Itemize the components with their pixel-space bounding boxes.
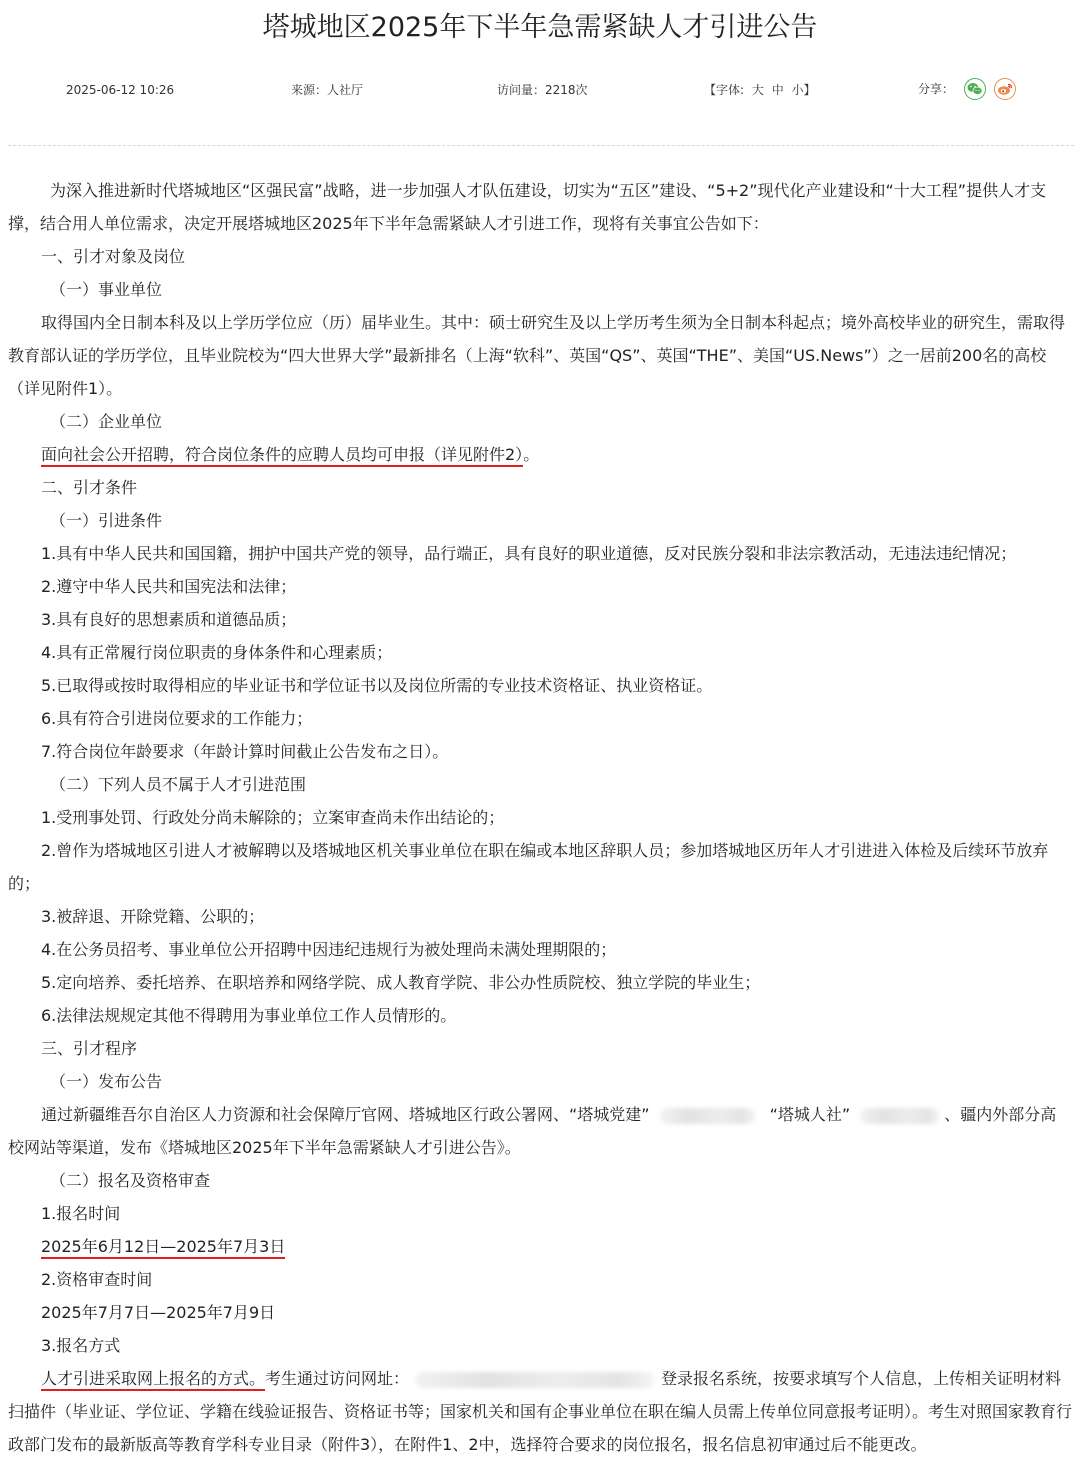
redacted-url	[415, 1372, 655, 1388]
list-item: 1.具有中华人民共和国国籍，拥护中国共产党的领导，品行端正，具有良好的职业道德，反对民族分裂和非法宗教活动，无违法违纪情况；	[41, 544, 1017, 563]
article-body	[8, 174, 1072, 1461]
subsection-heading: （二）报名及资格审查	[50, 1171, 211, 1190]
highlighted-text: 人才引进采取网上报名的方式。	[41, 1369, 265, 1391]
paragraph: 2025年7月7日—2025年7月9日	[41, 1303, 276, 1322]
list-item: 2.资格审查时间	[41, 1270, 153, 1289]
section-heading: 三、引才程序	[41, 1039, 138, 1058]
redacted-text	[660, 1108, 756, 1124]
highlighted-text: 2025年6月12日—2025年7月3日	[41, 1237, 285, 1259]
share-label: 分享：	[918, 82, 955, 96]
share-bar	[918, 78, 1024, 100]
list-item: 3.被辞退、开除党籍、公职的；	[41, 907, 265, 926]
subsection-heading: （二）下列人员不属于人才引进范围	[50, 775, 307, 794]
weibo-icon	[997, 82, 1013, 96]
subsection-heading: （二）企业单位	[50, 412, 163, 431]
article-title: 塔城地区2025年下半年急需紧缺人才引进公告	[262, 12, 818, 43]
list-item: 2.遵守中华人民共和国宪法和法律；	[41, 577, 297, 596]
section-heading: 一、引才对象及岗位	[41, 247, 186, 266]
redacted-text	[860, 1108, 940, 1124]
share-weibo-button[interactable]	[994, 78, 1016, 100]
font-size-small[interactable]: 小】	[791, 83, 816, 97]
list-item: 5.已取得或按时取得相应的毕业证书和学位证书以及岗位所需的专业技术资格证、执业资格证。	[41, 676, 713, 695]
font-size-label: 【字体:	[704, 83, 745, 97]
subsection-heading: （一）发布公告	[50, 1072, 163, 1091]
paragraph	[8, 438, 1072, 471]
section-heading: 二、引才条件	[41, 478, 138, 497]
text: “塔城人社”	[769, 1105, 851, 1124]
text: 、疆内外部分高校网站等渠道，发布《塔城地区2025年下半年急需紧缺人才引进公告》。	[8, 1105, 1057, 1157]
list-item: 4.在公务员招考、事业单位公开招聘中因违纪违规行为被处理尚未满处理期限的；	[41, 940, 617, 959]
paragraph	[8, 1098, 1072, 1164]
article-source: 来源：人社厅	[291, 83, 364, 97]
paragraph	[8, 1362, 1072, 1461]
intro-paragraph: 为深入推进新时代塔城地区“区强民富”战略，进一步加强人才队伍建设，切实为“五区”建设、“5+2”现代化产业建设和“十大工程”提供人才支撑，结合用人单位需求，决定开展塔城地区2025年下半年急需紧缺人才引进工作，现将有关事宜公告如下：	[8, 181, 1047, 233]
text: 登录报名系统，按要求填写个人信息，上传相关证明材料扫描件（毕业证、学位证、学籍在线验证报告、资格证书等；国家机关和国有企事业单位在职在编人员需上传单位同意报考证明）。考生对照国家教育行政部门发布的最新版高等教育学科专业目录（附件3），在附件1、2中，选择符合要求的岗位报名，报名信息初审通过后不能更改。	[8, 1369, 1073, 1454]
text: 通过新疆维吾尔自治区人力资源和社会保障厅官网、塔城地区行政公署网、“塔城党建”	[41, 1105, 650, 1124]
list-item: 3.报名方式	[41, 1336, 121, 1355]
list-item: 7.符合岗位年龄要求（年龄计算时间截止公告发布之日）。	[41, 742, 449, 761]
list-item: 3.具有良好的思想素质和道德品质；	[41, 610, 297, 629]
font-size-switcher	[704, 82, 820, 98]
share-wechat-button[interactable]	[964, 78, 986, 100]
paragraph	[8, 1230, 1072, 1263]
publish-date: 2025-06-12 10:26	[66, 83, 175, 97]
subsection-heading: （一）事业单位	[50, 280, 163, 299]
highlighted-text: 面向社会公开招聘，符合岗位条件的应聘人员均可申报（详见附件2）	[41, 445, 523, 467]
list-item: 6.具有符合引进岗位要求的工作能力；	[41, 709, 313, 728]
subsection-heading: （一）引进条件	[50, 511, 163, 530]
text: 考生通过访问网址：	[265, 1369, 410, 1388]
list-item: 1.报名时间	[41, 1204, 121, 1223]
list-item: 5.定向培养、委托培养、在职培养和网络学院、成人教育学院、非公办性质院校、独立学院的毕业生；	[41, 973, 761, 992]
header-divider	[8, 145, 1074, 146]
paragraph: 取得国内全日制本科及以上学历学位应（历）届毕业生。其中：硕士研究生及以上学历考生须为全日制本科起点；境外高校毕业的研究生，需取得教育部认证的学历学位，且毕业院校为“四大世界大学”最新排名（上海“软科”、英国“QS”、英国“THE”、美国“US.News”）之一居前200名的高校（详见附件1）。	[8, 313, 1066, 398]
font-size-large[interactable]: 大	[751, 83, 764, 97]
list-item: 4.具有正常履行岗位职责的身体条件和心理素质；	[41, 643, 393, 662]
list-item: 1.受刑事处罚、行政处分尚未解除的；立案审查尚未作出结论的；	[41, 808, 505, 827]
text: 。	[523, 445, 540, 464]
font-size-medium[interactable]: 中	[771, 83, 784, 97]
list-item: 6.法律法规规定其他不得聘用为事业单位工作人员情形的。	[41, 1006, 457, 1025]
list-item: 2.曾作为塔城地区引进人才被解聘以及塔城地区机关事业单位在职在编或本地区辞职人员；参加塔城地区历年人才引进进入体检及后续环节放弃的；	[8, 841, 1049, 893]
visit-count: 访问量：2218次	[497, 83, 588, 97]
wechat-icon	[967, 82, 983, 96]
